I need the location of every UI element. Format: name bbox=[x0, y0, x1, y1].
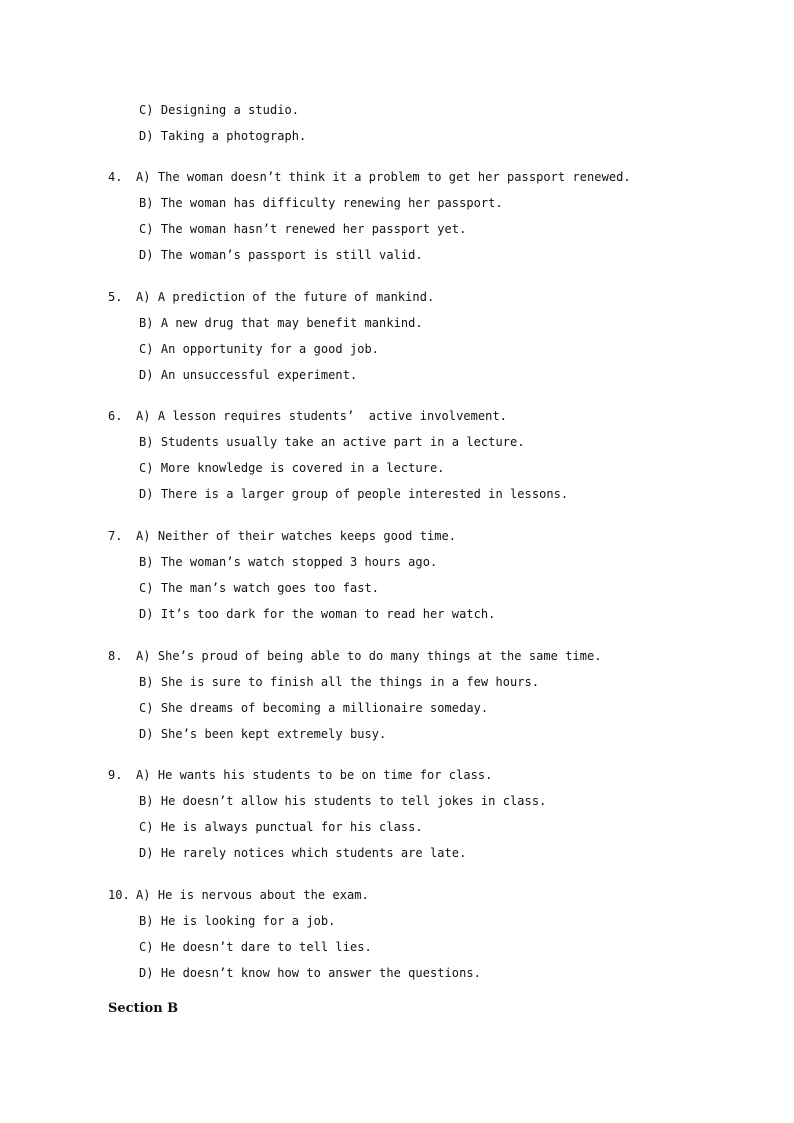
q10-option-b: B) He is looking for a job. bbox=[139, 914, 336, 928]
q9-number: 9. bbox=[108, 768, 123, 782]
q9-option-b: B) He doesn’t allow his students to tell jokes in class. bbox=[139, 794, 547, 808]
q4-number: 4. bbox=[108, 170, 123, 184]
q6-number: 6. bbox=[108, 409, 123, 423]
q7-option-c: C) The man’s watch goes too fast. bbox=[139, 581, 380, 595]
q10-option-d: D) He doesn’t know how to answer the questions. bbox=[139, 966, 481, 980]
q6-option-d: D) There is a larger group of people interested in lessons. bbox=[139, 487, 569, 501]
q5-option-c: C) An opportunity for a good job. bbox=[139, 342, 380, 356]
q8-option-d: D) She’s been kept extremely busy. bbox=[139, 727, 387, 741]
q8-number: 8. bbox=[108, 649, 123, 663]
q4-option-d: D) The woman’s passport is still valid. bbox=[139, 248, 423, 262]
q3-option-c: C) Designing a studio. bbox=[139, 103, 300, 117]
q6-option-a: A) A lesson requires students’ active involvement. bbox=[136, 409, 508, 423]
q8-option-c: C) She dreams of becoming a millionaire someday. bbox=[139, 701, 489, 715]
q5-number: 5. bbox=[108, 290, 123, 304]
q5-option-d: D) An unsuccessful experiment. bbox=[139, 368, 358, 382]
q5-option-a: A) A prediction of the future of mankind. bbox=[136, 290, 435, 304]
section-b-heading: Section B bbox=[108, 1001, 179, 1016]
q6-option-c: C) More knowledge is covered in a lecture. bbox=[139, 461, 445, 475]
q9-option-d: D) He rarely notices which students are late. bbox=[139, 846, 467, 860]
q7-option-b: B) The woman’s watch stopped 3 hours ago. bbox=[139, 555, 438, 569]
q4-option-c: C) The woman hasn’t renewed her passport yet. bbox=[139, 222, 467, 236]
q3-option-d: D) Taking a photograph. bbox=[139, 129, 307, 143]
q10-number: 10. bbox=[108, 888, 130, 902]
q10-option-c: C) He doesn’t dare to tell lies. bbox=[139, 940, 372, 954]
q7-option-a: A) Neither of their watches keeps good time. bbox=[136, 529, 457, 543]
q8-option-a: A) She’s proud of being able to do many things at the same time. bbox=[136, 649, 602, 663]
q8-option-b: B) She is sure to finish all the things in a few hours. bbox=[139, 675, 540, 689]
q7-number: 7. bbox=[108, 529, 123, 543]
q4-option-a: A) The woman doesn’t think it a problem to get her passport renewed. bbox=[136, 170, 631, 184]
q10-option-a: A) He is nervous about the exam. bbox=[136, 888, 369, 902]
q9-option-a: A) He wants his students to be on time for class. bbox=[136, 768, 493, 782]
q9-option-c: C) He is always punctual for his class. bbox=[139, 820, 423, 834]
q4-option-b: B) The woman has difficulty renewing her passport. bbox=[139, 196, 503, 210]
q7-option-d: D) It’s too dark for the woman to read her watch. bbox=[139, 607, 496, 621]
q5-option-b: B) A new drug that may benefit mankind. bbox=[139, 316, 423, 330]
q6-option-b: B) Students usually take an active part in a lecture. bbox=[139, 435, 525, 449]
